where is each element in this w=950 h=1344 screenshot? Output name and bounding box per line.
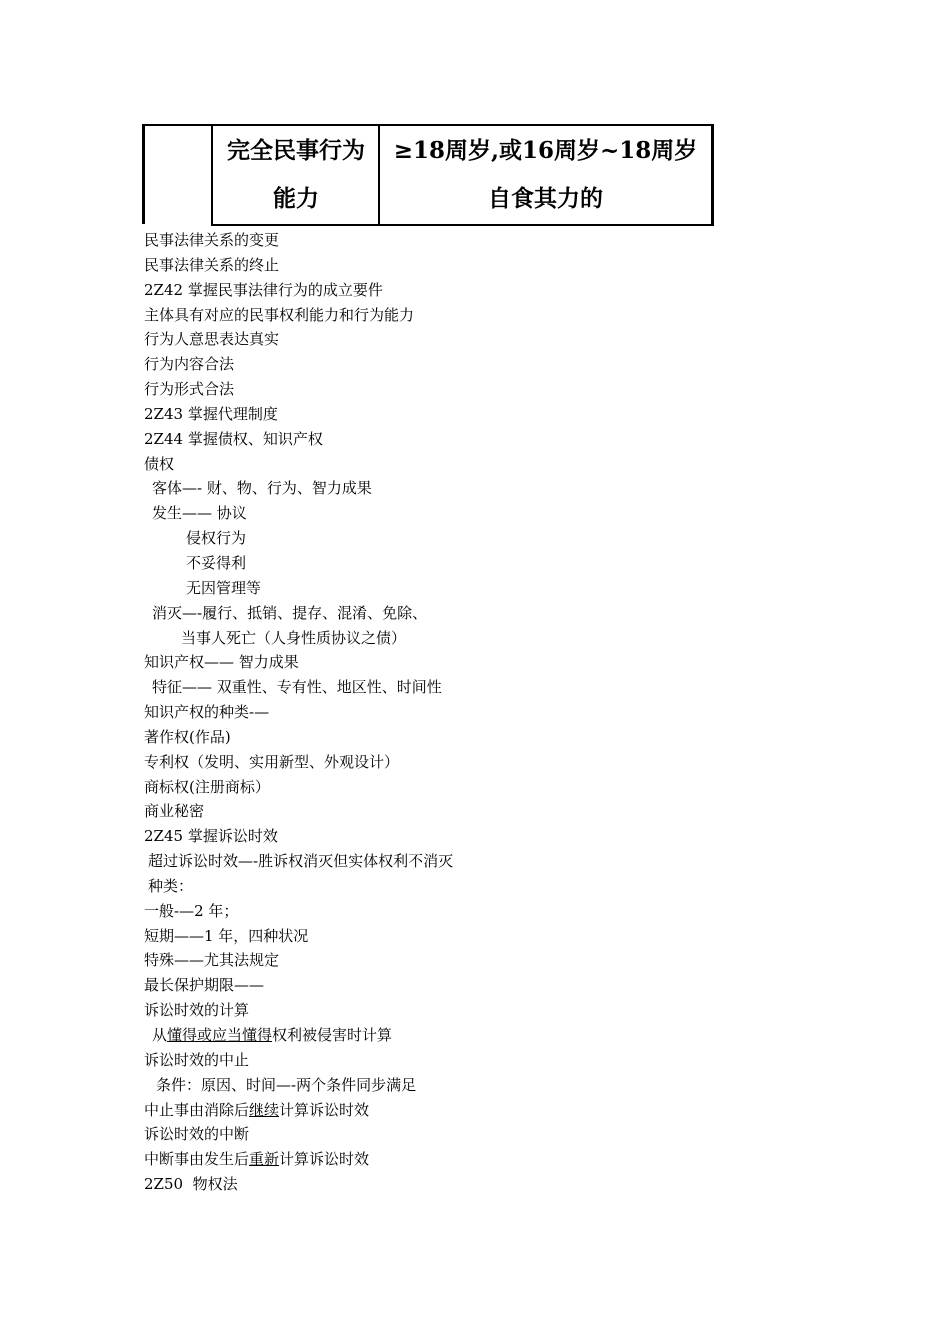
note-line: 著作权(作品) bbox=[144, 727, 231, 746]
age-condition-line2: 自食其力的 bbox=[488, 185, 603, 212]
section-heading: 2Z45 掌握诉讼时效 bbox=[144, 827, 278, 846]
note-line: 条件：原因、时间—-两个条件同步满足 bbox=[156, 1075, 417, 1094]
note-line: 专利权（发明、实用新型、外观设计） bbox=[144, 752, 400, 771]
table-cell-empty bbox=[142, 124, 212, 224]
note-line: 诉讼时效的中断 bbox=[144, 1125, 250, 1144]
capacity-label-line2: 能力 bbox=[273, 186, 319, 212]
section-heading: 2Z44 掌握债权、知识产权 bbox=[144, 429, 323, 448]
note-line: 商业秘密 bbox=[144, 802, 205, 821]
calc-suffix: 权利被侵害时计算 bbox=[272, 1026, 393, 1044]
note-line: 消灭—-履行、抵销、提存、混淆、免除、 bbox=[152, 603, 428, 622]
section-heading: 2Z43 掌握代理制度 bbox=[144, 404, 278, 423]
calc-underlined: 懂得或应当懂得 bbox=[167, 1026, 273, 1044]
note-line: 最长保护期限—— bbox=[144, 976, 265, 995]
suspension-prefix: 中止事由消除后 bbox=[144, 1100, 250, 1119]
note-line: 诉讼时效的计算 bbox=[144, 1001, 250, 1020]
note-line-interruption bbox=[144, 1147, 864, 1172]
note-line: 短期——1 年，四种状况 bbox=[144, 926, 309, 945]
note-line-suspension bbox=[144, 1098, 864, 1123]
note-line: 种类： bbox=[148, 876, 194, 895]
note-line: 特征—— 双重性、专有性、地区性、时间性 bbox=[152, 678, 442, 697]
note-line: 民事法律关系的变更 bbox=[144, 231, 280, 249]
interruption-prefix: 中断事由发生后 bbox=[144, 1150, 250, 1169]
note-line: 特殊——尤其法规定 bbox=[144, 951, 280, 970]
capacity-label-line1: 完全民事行为 bbox=[227, 138, 365, 164]
note-line: 主体具有对应的民事权利能力和行为能力 bbox=[144, 305, 415, 324]
table-cell-age bbox=[378, 124, 714, 226]
section-heading: 2Z42 掌握民事法律行为的成立要件 bbox=[144, 280, 383, 299]
note-line: 知识产权—— 智力成果 bbox=[144, 653, 299, 672]
suspension-suffix: 计算诉讼时效 bbox=[279, 1100, 370, 1119]
interruption-suffix: 计算诉讼时效 bbox=[279, 1150, 370, 1169]
note-line: 行为人意思表达真实 bbox=[144, 330, 280, 349]
section-heading: 2Z50 物权法 bbox=[144, 1175, 238, 1194]
interruption-underlined: 重新 bbox=[249, 1150, 280, 1169]
note-line: 行为形式合法 bbox=[144, 380, 235, 399]
note-line: 侵权行为 bbox=[186, 529, 247, 548]
note-line: 债权 bbox=[144, 454, 175, 473]
age-condition-line1: ≥18周岁,或16周岁~18周岁 bbox=[393, 137, 698, 164]
note-line: 无因管理等 bbox=[186, 578, 262, 597]
calc-prefix: 从 bbox=[152, 1026, 168, 1044]
suspension-underlined: 继续 bbox=[249, 1100, 280, 1119]
note-line: 当事人死亡（人身性质协议之债） bbox=[181, 628, 407, 647]
note-line-calc bbox=[144, 1023, 864, 1048]
capacity-table bbox=[142, 124, 714, 226]
notes-body bbox=[144, 228, 864, 1197]
note-line: 超过诉讼时效—-胜诉权消灭但实体权利不消灭 bbox=[148, 852, 454, 871]
note-line: 一般-—2 年； bbox=[144, 901, 239, 920]
note-line: 知识产权的种类-— bbox=[144, 703, 270, 722]
note-line: 民事法律关系的终止 bbox=[144, 255, 280, 274]
note-line: 不妥得利 bbox=[186, 553, 247, 572]
note-line: 发生—— 协议 bbox=[152, 504, 247, 523]
note-line: 行为内容合法 bbox=[144, 355, 235, 374]
note-line: 客体—- 财、物、行为、智力成果 bbox=[152, 479, 372, 498]
table-cell-capacity bbox=[211, 124, 379, 226]
note-line: 商标权(注册商标） bbox=[144, 777, 270, 796]
note-line: 诉讼时效的中止 bbox=[144, 1050, 250, 1069]
